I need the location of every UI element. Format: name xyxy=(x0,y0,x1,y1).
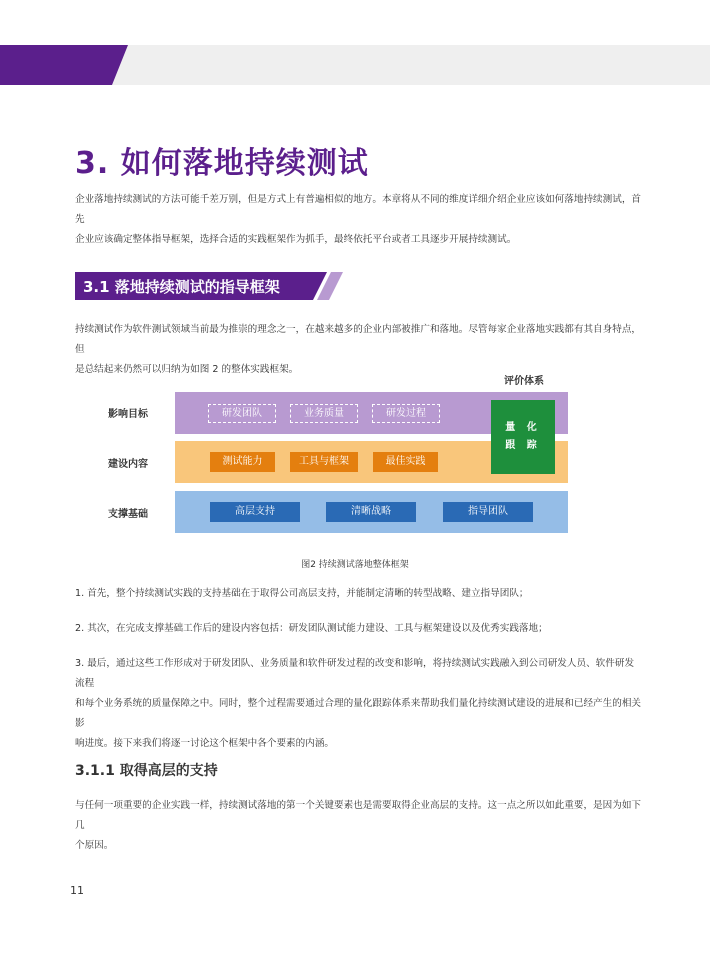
quantified-tracking-box xyxy=(491,400,555,474)
text-line: 响进度。接下来我们将逐一讨论这个框架中各个要素的内涵。 xyxy=(75,738,335,749)
text-line: 企业应该确定整体指导框架，选择合适的实践框架作为抓手，最终依托平台或者工具逐步开展持续测试。 xyxy=(75,234,517,245)
impact-item: 研发团队 xyxy=(208,404,276,423)
row-label-build: 建设内容 xyxy=(108,459,148,470)
point-1 xyxy=(75,584,643,604)
subsection-title: 3.1.1 取得高层的支持 xyxy=(75,763,218,779)
text-line: 和每个业务系统的质量保障之中。同时，整个过程需要通过合理的量化跟踪体系来帮助我们量化持续测试建设的进展和已经产生的相关影 xyxy=(75,698,642,729)
text-line: 与任何一项重要的企业实践一样，持续测试落地的第一个关键要素也是需要取得企业高层的支持。这一点之所以如此重要，是因为如下几 xyxy=(75,800,642,831)
impact-item: 研发过程 xyxy=(372,404,440,423)
chapter-title: 3. 如何落地持续测试 xyxy=(75,146,369,181)
section-heading xyxy=(75,272,343,300)
eval-system-title: 评价体系 xyxy=(504,376,544,387)
text-line: 1. 首先，整个持续测试实践的支持基础在于取得公司高层支持，并能制定清晰的转型战略、建立指导团队； xyxy=(75,588,529,599)
build-item: 测试能力 xyxy=(210,452,275,472)
subsection-intro xyxy=(75,796,643,856)
point-2 xyxy=(75,619,643,639)
support-item: 清晰战略 xyxy=(326,502,416,522)
build-item: 最佳实践 xyxy=(373,452,438,472)
text-line: 是总结起来仍然可以归纳为如图 2 的整体实践框架。 xyxy=(75,364,299,375)
eval-box-line: 跟 踪 xyxy=(505,440,541,451)
impact-item: 业务质量 xyxy=(290,404,358,423)
figure-caption: 图2 持续测试落地整体框架 xyxy=(301,560,409,570)
page-number: 11 xyxy=(70,884,84,897)
text-line: 企业落地持续测试的方法可能千差万别，但是方式上有普遍相似的地方。本章将从不同的维度详细介绍企业应该如何落地持续测试，首先 xyxy=(75,194,642,225)
point-3 xyxy=(75,654,643,754)
build-item: 工具与框架 xyxy=(290,452,358,472)
section-title: 3.1 落地持续测试的指导框架 xyxy=(83,278,280,296)
text-line: 2. 其次，在完成支撑基础工作后的建设内容包括：研发团队测试能力建设、工具与框架建设以及优秀实践落地； xyxy=(75,623,548,634)
header-banner-purple-shape xyxy=(0,45,130,85)
support-item: 高层支持 xyxy=(210,502,300,522)
text-line: 持续测试作为软件测试领域当前最为推崇的理念之一，在越来越多的企业内部被推广和落地。尽管每家企业落地实践都有其自身特点，但 xyxy=(75,324,642,355)
row-label-impact: 影响目标 xyxy=(108,409,148,420)
eval-box-line: 量 化 xyxy=(505,422,541,433)
text-line: 个原因。 xyxy=(75,840,114,851)
text-line: 3. 最后，通过这些工作形成对于研发团队、业务质量和软件研发过程的改变和影响，将持续测试实践融入到公司研发人员、软件研发流程 xyxy=(75,658,635,689)
header-banner xyxy=(0,45,710,85)
row-label-support: 支撑基础 xyxy=(108,509,148,520)
chapter-intro xyxy=(75,190,643,250)
support-item: 指导团队 xyxy=(443,502,533,522)
section-intro xyxy=(75,320,643,380)
